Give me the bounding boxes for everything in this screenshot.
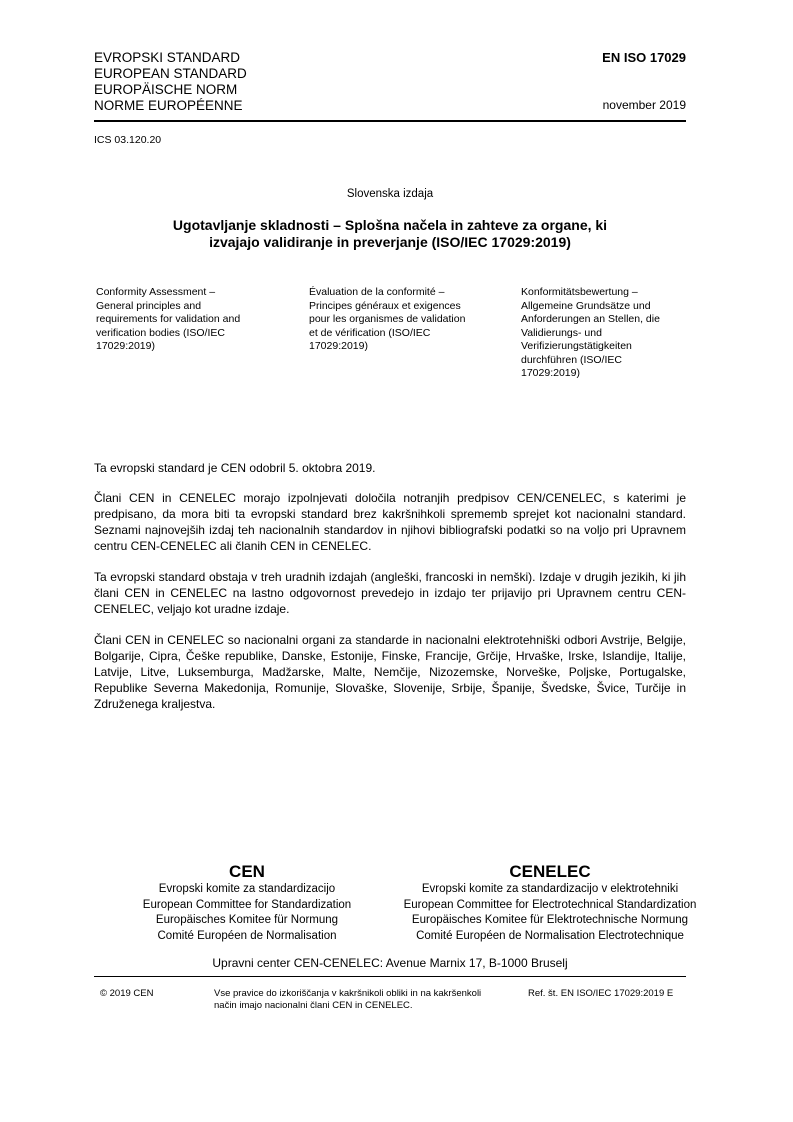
title-french-line: 17029:2019) [309, 340, 368, 352]
title-english-line: Conformity Assessment – [96, 286, 216, 298]
standard-name-en: EUROPEAN STANDARD [94, 66, 247, 81]
title-french-line: Principes généraux et exigences [309, 299, 461, 312]
publication-date: november 2019 [602, 98, 686, 112]
title-german-line: Verifizierungstätigkeiten [521, 340, 632, 352]
copyright-notice: © 2019 CEN [100, 988, 154, 999]
cen-name: CEN [229, 862, 265, 881]
standard-name-de: EUROPÄISCHE NORM [94, 82, 238, 97]
cenelec-block [355, 862, 745, 944]
title-german-line: Allgemeine Grundsätze und [521, 299, 651, 312]
ics-code: ICS 03.120.20 [94, 134, 162, 146]
paragraph-text: Člani CEN in CENELEC so nacionalni organi za standarde in nacionalni elektrotehniški odbori Avstrije, Belgije, Bolgarije, Cipra, Češke republike, Danske, Estonije, Finske, Francije, Grčije, Hrvaške, Irske, Islandije, Italije, Latvije, Litve, Luksemburga, Madžarske, Malte, Nemčije, Nizozemske, Norveške, Poljske, Portugalske, Republike Severna Makedonija, Romunije, Slovaške, Slovenije, Srbije, Španije, Švedske, Švice, Turčije in Združenega kraljestva. [94, 633, 686, 711]
title-german-line: 17029:2019) [521, 367, 580, 379]
standard-name-fr: NORME EUROPÉENNE [94, 98, 243, 113]
title-french-line: Évaluation de la conformité – [309, 286, 445, 298]
management-centre-address: Upravni center CEN-CENELEC: Avenue Marnix 17, B-1000 Bruselj [212, 956, 568, 970]
standard-name-sl: EVROPSKI STANDARD [94, 50, 241, 65]
official-versions-paragraph [94, 569, 686, 617]
header-rule [94, 120, 686, 122]
member-countries-paragraph [94, 632, 686, 712]
paragraph-text: Člani CEN in CENELEC morajo izpolnjevati določila notranjih predpisov CEN/CENELEC, s katerimi je predpisano, da mora biti ta evropski standard brez kakršnihkoli sprememb sprejet kot nacionalni standard. Seznami najnovejših izdaj teh nacionalnih standardov in njihovi bibliografski podatki so na voljo pri Upravnem centru CEN-CENELEC ali članih CEN in CENELEC. [94, 491, 686, 553]
title-german-line: Anforderungen an Stellen, die [521, 313, 660, 325]
title-line: Ugotavljanje skladnosti – Splošna načela in zahteve za organe, ki [172, 217, 608, 233]
paragraph-text: Ta evropski standard je CEN odobril 5. oktobra 2019. [94, 461, 376, 475]
rights-line: Vse pravice do izkoriščanja v kakršnikoli obliki in na kakršenkoli [214, 988, 482, 999]
rights-notice [214, 988, 524, 1011]
title-english-line: General principles and [96, 299, 202, 312]
title-german-line: durchführen (ISO/IEC [521, 353, 622, 366]
title-english [96, 286, 271, 354]
title-line: izvajajo validiranje in preverjanje (ISO/IEC 17029:2019) [209, 234, 571, 250]
cenelec-line: Evropski komite za standardizacijo v elektrotehniki [421, 883, 679, 895]
title-english-line: verification bodies (ISO/IEC [96, 326, 225, 339]
cenelec-line: Comité Européen de Normalisation Electrotechnique [416, 929, 684, 942]
cen-line: Evropski komite za standardizacijo [158, 883, 336, 895]
cen-line: Comité Européen de Normalisation [157, 929, 337, 942]
title-german-line: Konformitätsbewertung – [521, 286, 638, 298]
title-english-line: 17029:2019) [96, 340, 155, 352]
cen-block [98, 862, 396, 944]
title-german-line: Validierungs- und [521, 326, 602, 339]
reference-number: Ref. št. EN ISO/IEC 17029:2019 E [528, 988, 674, 999]
edition-label: Slovenska izdaja [346, 188, 434, 200]
members-obligation-paragraph [94, 490, 686, 554]
title-french [309, 286, 484, 354]
cenelec-line: Europäisches Komitee für Elektrotechnische Normung [411, 914, 689, 926]
standard-number: EN ISO 17029 [602, 50, 686, 65]
paragraph-text: Ta evropski standard obstaja v treh uradnih izdajah (angleški, francoski in nemški). Izdaje v drugih jezikih, ki jih člani CEN in CENELEC na lastno odgovornost prevedejo in izdajo ter prijavijo pri Upravnem centru CEN-CENELEC, veljajo kot uradne izdaje. [94, 570, 686, 616]
approval-paragraph [94, 460, 686, 476]
standard-names [94, 50, 247, 114]
rights-line: način imajo nacionalni člani CEN in CENELEC. [214, 999, 413, 1011]
title-french-line: pour les organismes de validation [309, 313, 466, 325]
cen-line: European Committee for Standardization [142, 898, 352, 911]
title-german [521, 286, 696, 381]
document-title [94, 217, 686, 251]
cenelec-name: CENELEC [509, 862, 591, 881]
footer-rule [94, 976, 686, 977]
title-english-line: requirements for validation and [96, 313, 241, 325]
cen-line: Europäisches Komitee für Normung [155, 914, 339, 926]
title-french-line: et de vérification (ISO/IEC [309, 326, 431, 339]
cenelec-line: European Committee for Electrotechnical Standardization [403, 898, 697, 911]
